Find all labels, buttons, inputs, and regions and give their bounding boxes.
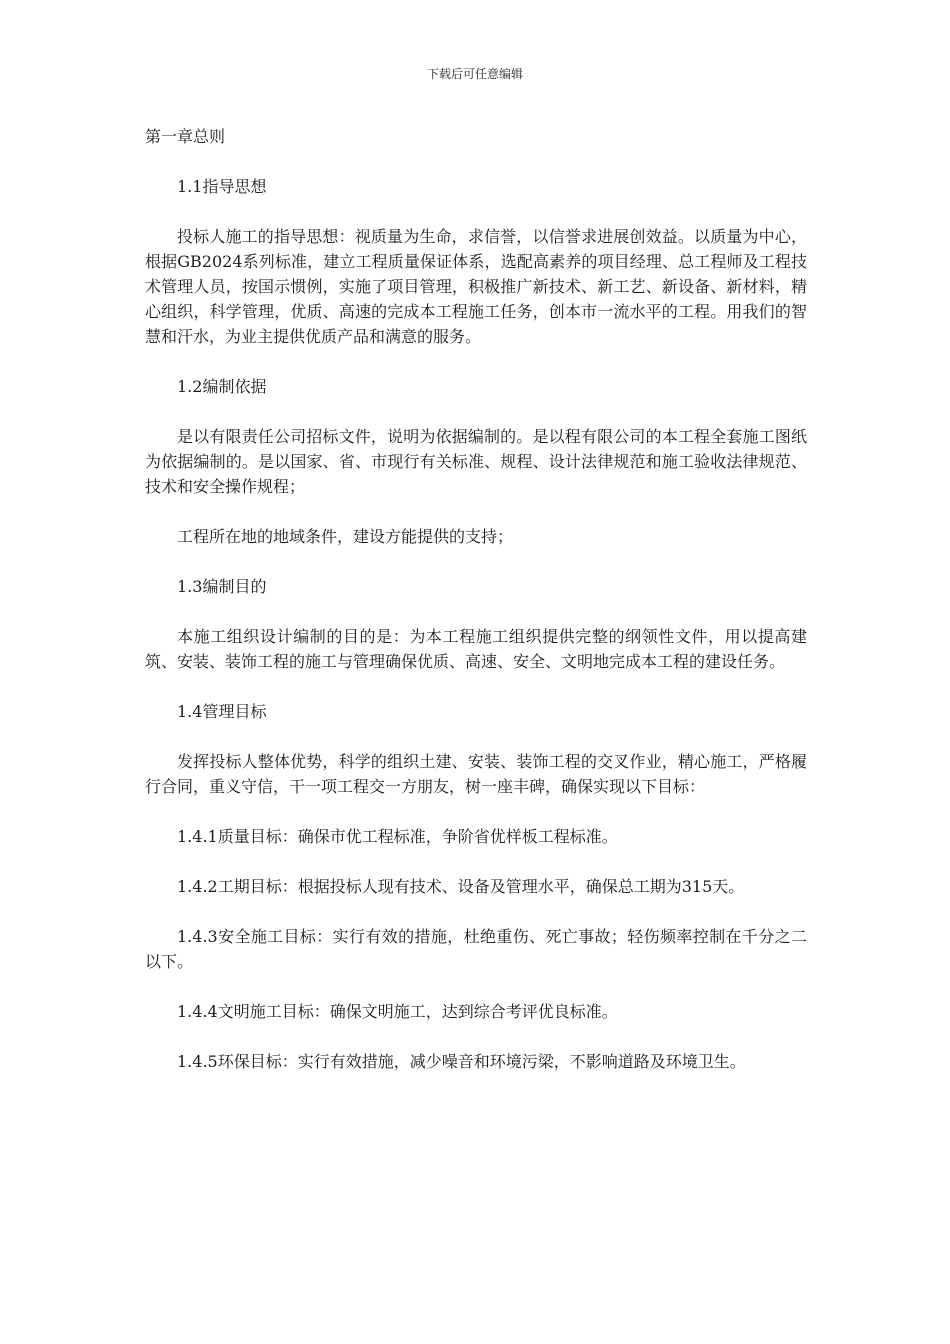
document-body	[145, 124, 807, 1099]
section-heading-1-1: 1.1指导思想	[177, 177, 267, 196]
section-heading-1-4: 1.4管理目标	[177, 702, 267, 721]
paragraph-purpose: 本施工组织设计编制的目的是：为本工程施工组织提供完整的纲领性文件，用以提高建筑、安装、装饰工程的施工与管理确保优质、高速、安全、文明地完成本工程的建设任务。	[145, 627, 807, 671]
section-heading-1-3: 1.3编制目的	[177, 577, 267, 596]
chapter-title: 第一章总则	[145, 127, 226, 146]
goal-safety: 1.4.3安全施工目标：实行有效的措施，杜绝重伤、死亡事故；轻伤频率控制在千分之二以下。	[145, 927, 807, 971]
paragraph-basis-2: 工程所在地的地域条件，建设方能提供的支持；	[177, 527, 514, 546]
goal-environment: 1.4.5环保目标：实行有效措施，减少噪音和环境污梁，不影响道路及环境卫生。	[177, 1052, 746, 1071]
goal-quality: 1.4.1质量目标：确保市优工程标准，争阶省优样板工程标准。	[177, 827, 618, 846]
page-header: 下载后可任意编辑	[426, 67, 523, 81]
goal-civilized-construction: 1.4.4文明施工目标：确保文明施工，达到综合考评优良标准。	[177, 1002, 618, 1021]
paragraph-guiding-thought: 投标人施工的指导思想：视质量为生命，求信誉，以信誉求进展创效益。以质量为中心，根据GB2024系列标准，建立工程质量保证体系，选配高素养的项目经理、总工程师及工程技术管理人员，按国示惯例，实施了项目管理，积极推广新技术、新工艺、新设备、新材料，精心组织，科学管理，优质、高速的完成本工程施工任务，创本市一流水平的工程。用我们的智慧和汗水，为业主提供优质产品和满意的服务。	[145, 227, 807, 346]
goal-schedule: 1.4.2工期目标：根据投标人现有技术、设备及管理水平，确保总工期为315天。	[177, 877, 745, 896]
section-heading-1-2: 1.2编制依据	[177, 377, 267, 396]
paragraph-management-goals: 发挥投标人整体优势，科学的组织土建、安装、装饰工程的交叉作业，精心施工，严格履行合同，重义守信，干一项工程交一方朋友，树一座丰碑，确保实现以下目标：	[145, 752, 807, 796]
paragraph-basis-1: 是以有限责任公司招标文件，说明为依据编制的。是以程有限公司的本工程全套施工图纸为依据编制的。是以国家、省、市现行有关标准、规程、设计法律规范和施工验收法律规范、技术和安全操作规程；	[145, 427, 807, 496]
